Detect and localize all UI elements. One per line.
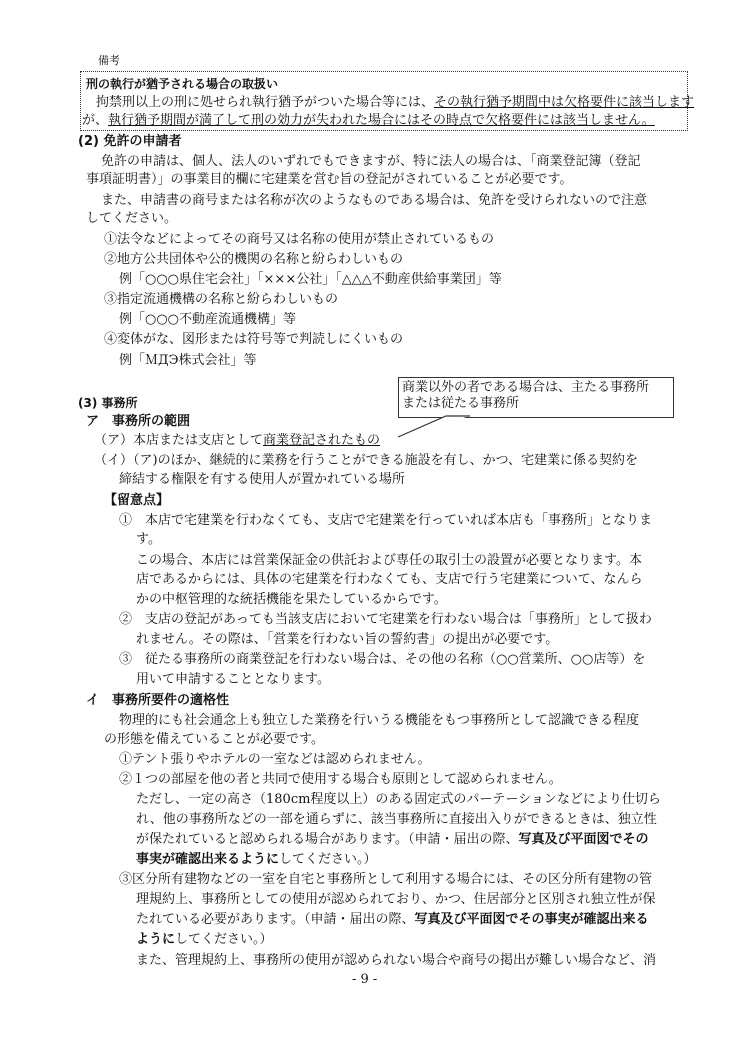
sec2-item-2-example: 例「○○○県住宅会社」「×××公社」「△△△不動産供給事業団」等 [119, 272, 502, 287]
note-1-line4: 店であるからには、具体の宅建業を行わなくても、支店で行う宅建業について、なんら [136, 572, 643, 587]
sec3-a-item-2-line1: （イ）（ア)のほか、継続的に業務を行うことができる施設を有し、かつ、宅建業に係る契約を [94, 453, 639, 468]
sec2-para2-line1: また、申請書の商号または名称が次のようなものである場合は、免許を受けられないので注意 [101, 193, 648, 208]
callout-line-1: 商業以外の者である場合は、主たる事務所 [402, 380, 650, 395]
sec3-i-item-3-line1: ③区分所有建物などの一室を自宅と事務所として利用する場合には、その区分所有建物の管 [119, 872, 653, 887]
sec3-last-line: また、管理規約上、事務所の使用が認められない場合や商号の掲出が難しい場合など、消 [136, 953, 657, 968]
note-2-line2: れません。その際は、「営業を行わない旨の誓約書」の提出が必要です。 [136, 632, 559, 647]
sec3-i-item-1: ①テント張りやホテルの一室などは認められません。 [119, 752, 431, 767]
box-line-2: が、執行猶予期間が満了して刑の効力が失われた場合にはその時点で欠格要件には該当しません。 [82, 113, 655, 128]
section-2-heading: (2) 免許の申請者 [78, 134, 182, 149]
sec2-item-3-example: 例「○○○不動産流通機構」等 [119, 312, 297, 327]
sec3-i-para-line2: の形態を備えていることが必要です。 [104, 732, 324, 747]
sec2-para2-line2: してください。 [86, 211, 178, 226]
sec3-i-item-2-line4: 事実が確認出来るようにしてください。） [136, 852, 377, 867]
sec3-i-heading: イ 事務所要件の適格性 [86, 693, 230, 708]
sec2-item-4: ④変体がな、図形または符号等で判読しにくいもの [104, 332, 404, 347]
note-1-line2: す。 [136, 532, 161, 547]
note-2-line1: ② 支店の登記があっても当該支店において宅建業を行わない場合は「事務所」として扱わ [119, 612, 652, 627]
sec3-i-item-3-line2: 理規約上、事務所としての使用が認められており、かつ、住居部分と区別され独立性が保 [136, 892, 656, 907]
sec3-a-item-1: （ア）本店または支店として商業登記されたもの [94, 433, 381, 448]
note-3-line1: ③ 従たる事務所の商業登記を行わない場合は、その他の名称（○○営業所、○○店等）を [119, 652, 646, 667]
sec3-i-item-2-line1: ただし、一定の高さ（180cm程度以上）のある固定式のパーテーションなどにより仕切ら [136, 792, 661, 807]
sec3-i-item-2: ②１つの部屋を他の者と共同で使用する場合も原則として認められません。 [119, 772, 562, 787]
sec2-para1-line2: 事項証明書）」の事業目的欄に宅建業を営む旨の登記がされていることが必要です。 [86, 172, 573, 187]
sec2-item-3: ③指定流通機構の名称と紛らわしいもの [104, 292, 339, 307]
notes-heading: 【留意点】 [104, 493, 170, 508]
note-1-line5: かの中枢管理的な統括機能を果たしているからです。 [136, 592, 447, 607]
box-title: 刑の執行が猶予される場合の取扱い [86, 77, 279, 91]
callout-line-2: または従たる事務所 [402, 396, 520, 411]
sec2-para1-line1: 免許の申請は、個人、法人のいずれでもできますが、特に法人の場合は、「商業登記簿（登記 [101, 154, 641, 169]
sec3-a-item-2-line2: 締結する権限を有する使用人が置かれている場所 [119, 472, 406, 487]
sec3-i-para-line1: 物理的にも社会通念上も独立した業務を行いうる機能をもつ事務所として認識できる程度 [119, 713, 640, 728]
sec2-item-4-example: 例「ＭДЭ株式会社」等 [119, 353, 257, 368]
note-1-line3: この場合、本店には営業保証金の供託および専任の取引士の設置が必要となります。本 [136, 553, 642, 568]
note-1-line1: ① 本店で宅建業を行わなくても、支店で宅建業を行っていれば本店も「事務所」となりま [119, 513, 653, 528]
remarks-label: 備考 [98, 54, 120, 67]
section-3-heading: (3) 事務所 [78, 396, 138, 410]
note-3-line2: 用いて申請することとなります。 [136, 672, 330, 687]
sec3-i-item-2-line2: れ、他の事務所などの一部を通らずに、該当事務所に直接出入りができるときは、独立性 [136, 812, 657, 827]
sec2-item-1: ①法令などによってその商号又は名称の使用が禁止されているもの [104, 232, 495, 247]
sec3-i-item-2-line3: が保たれていると認められる場合があります。（申請・届出の際、写真及び平面図でその [136, 832, 649, 847]
sec3-a-heading: ア 事務所の範囲 [86, 414, 191, 429]
sec2-item-2: ②地方公共団体や公的機関の名称と紛らわしいもの [104, 252, 404, 267]
page-number: - 9 - [352, 972, 378, 987]
sec3-i-item-3-line3: たれている必要があります。（申請・届出の際、写真及び平面図でその事実が確認出来る [136, 912, 649, 927]
box-line-1: 拘禁刑以上の刑に処せられ執行猶予がついた場合等には、その執行猶予期間中は欠格要件に該当します [96, 95, 695, 110]
sec3-i-item-3-line4: ようにしてください。） [136, 932, 273, 947]
